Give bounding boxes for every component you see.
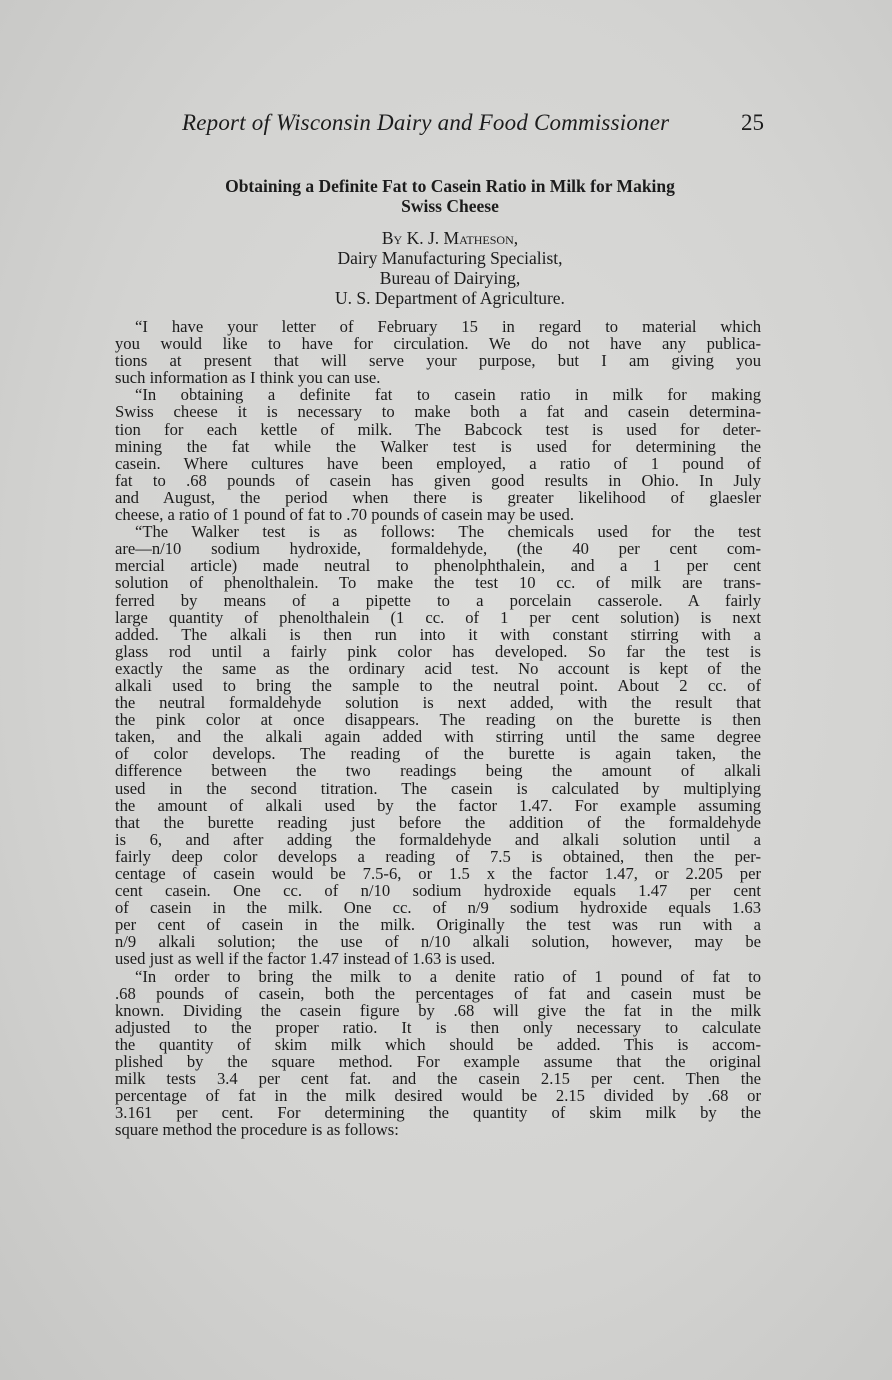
body-text — [115, 318, 761, 1139]
text-line: the pink color at once disappears. The reading on the burette is then — [115, 710, 761, 730]
text-line: “The Walker test is as follows: The chemicals used for the test — [135, 522, 761, 542]
text-line: glass rod until a fairly pink color has developed. So far the test is — [115, 641, 761, 661]
text-line: mercial article) made neutral to phenolphthalein, and a 1 per cent — [115, 556, 761, 576]
text-line: Swiss cheese it is necessary to make both a fat and casein determina- — [115, 402, 761, 422]
text-line: mining the fat while the Walker test is used for determining the — [115, 436, 761, 456]
text-line: tion for each kettle of milk. The Babcock test is used for deter- — [115, 419, 761, 439]
author-affiliation-line: Dairy Manufacturing Specialist, — [337, 248, 563, 268]
text-line: used just as well if the factor 1.47 instead of 1.63 is used. — [115, 949, 496, 969]
text-line: “I have your letter of February 15 in regard to material which — [135, 317, 761, 336]
text-line: fat to .68 pounds of casein has given good results in Ohio. In July — [115, 470, 761, 490]
text-line: milk tests 3.4 per cent fat. and the casein 2.15 per cent. Then the — [115, 1069, 761, 1089]
text-line: known. Dividing the casein figure by .68 will give the fat in the milk — [115, 1000, 761, 1020]
text-line: “In obtaining a definite fat to casein ratio in milk for making — [135, 385, 761, 405]
body-paragraph — [115, 386, 761, 523]
text-line: per cent of casein in the milk. Originally the test was run with a — [115, 915, 761, 935]
text-line: used in the second titration. The casein is calculated by multiplying — [115, 778, 761, 798]
text-line: added. The alkali is then run into it with constant stirring with a — [115, 624, 761, 644]
text-line: and August, the period when there is greater likelihood of glaesler — [115, 487, 761, 507]
text-line: difference between the two readings being the amount of alkali — [115, 761, 761, 781]
text-line: tions at present that will serve your purpose, but I am giving you — [115, 351, 761, 371]
body-paragraph — [115, 318, 761, 386]
text-line: percentage of fat in the milk desired would be 2.15 divided by .68 or — [115, 1086, 761, 1106]
article-title-line: Obtaining a Definite Fat to Casein Ratio in Milk for Making — [225, 176, 675, 196]
text-line: that the burette reading just before the addition of the formaldehyde — [115, 812, 761, 832]
text-line: cheese, a ratio of 1 pound of fat to .70 pounds of casein may be used. — [115, 505, 574, 525]
text-line: exactly the same as the ordinary acid test. No account is kept of the — [115, 658, 761, 678]
article-title-line: Swiss Cheese — [401, 196, 499, 216]
text-line: the amount of alkali used by the factor 1.47. For example assuming — [115, 795, 761, 815]
text-line: such information as I think you can use. — [115, 368, 381, 388]
text-line: taken, and the alkali again added with stirring until the same degree — [115, 727, 761, 747]
text-line: large quantity of phenolthalein (1 cc. of 1 per cent solution) is next — [115, 607, 761, 627]
text-line: fairly deep color develops a reading of 7.5 is obtained, then the per- — [115, 846, 761, 866]
author-affiliation-line: Bureau of Dairying, — [379, 268, 521, 288]
text-line: plished by the square method. For example assume that the original — [115, 1052, 761, 1072]
running-head-title: Report of Wisconsin Dairy and Food Commissioner — [182, 110, 670, 135]
text-line: alkali used to bring the sample to the neutral point. About 2 cc. of — [115, 675, 761, 695]
text-line: of color develops. The reading of the burette is again taken, the — [115, 744, 761, 764]
text-line: square method the procedure is as follows: — [115, 1120, 399, 1140]
author-affiliation-line: U. S. Department of Agriculture. — [335, 288, 565, 308]
text-line: casein. Where cultures have been employed, a ratio of 1 pound of — [115, 453, 761, 473]
body-paragraph — [115, 523, 761, 967]
text-line: adjusted to the proper ratio. It is then only necessary to calculate — [115, 1017, 761, 1037]
author-name: By K. J. Matheson, — [381, 228, 519, 248]
text-line: the quantity of skim milk which should be added. This is accom- — [115, 1034, 761, 1054]
text-line: of casein in the milk. One cc. of n/9 sodium hydroxide equals 1.63 — [115, 898, 761, 918]
page-number: 25 — [741, 110, 764, 135]
text-line: cent casein. One cc. of n/10 sodium hydroxide equals 1.47 per cent — [115, 881, 761, 901]
article-title — [120, 176, 780, 216]
text-line: 3.161 per cent. For determining the quantity of skim milk by the — [115, 1103, 761, 1123]
text-line: you would like to have for circulation. We do not have any publica- — [115, 334, 761, 354]
text-line: ferred by means of a pipette to a porcelain casserole. A fairly — [115, 590, 761, 610]
text-line: solution of phenolthalein. To make the test 10 cc. of milk are trans- — [115, 573, 761, 593]
text-line: the neutral formaldehyde solution is next added, with the result that — [115, 693, 761, 713]
text-line: .68 pounds of casein, both the percentages of fat and casein must be — [115, 983, 761, 1003]
text-line: “In order to bring the milk to a denite ratio of 1 pound of fat to — [135, 966, 761, 986]
running-head — [160, 110, 764, 142]
body-paragraph — [115, 968, 761, 1139]
text-line: is 6, and after adding the formaldehyde and alkali solution until a — [115, 829, 761, 849]
byline — [120, 228, 780, 308]
text-line: n/9 alkali solution; the use of n/10 alkali solution, however, may be — [115, 932, 761, 952]
text-line: centage of casein would be 7.5-6, or 1.5 x the factor 1.47, or 2.205 per — [115, 864, 761, 883]
text-line: are—n/10 sodium hydroxide, formaldehyde, (the 40 per cent com- — [115, 539, 761, 559]
